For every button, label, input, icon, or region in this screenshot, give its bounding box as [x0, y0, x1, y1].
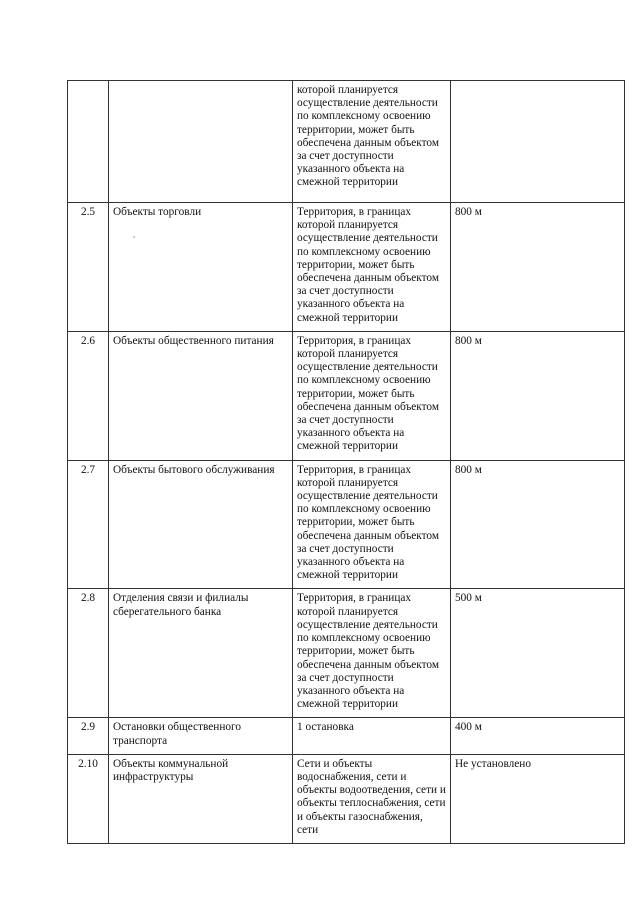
table-row: [68, 331, 625, 460]
territory-description: Территория, в границах которой планируется осуществление деятельности по комплексному освоению территории, может быть обеспечена данным объектом за счет доступности указанного объекта на смежной территории: [293, 460, 451, 589]
object-name: Объекты коммунальной инфраструктуры: [109, 754, 293, 843]
table-row: [68, 589, 625, 718]
table-row: [68, 203, 625, 332]
row-number: 2.8: [68, 589, 109, 718]
row-number: 2.7: [68, 460, 109, 589]
accessibility-value: [451, 81, 625, 203]
accessibility-value: 500 м: [451, 589, 625, 718]
scan-speck: [133, 236, 135, 238]
requirements-table: [67, 80, 625, 844]
territory-description: Сети и объекты водоснабжения, сети и объекты водоотведения, сети и объекты теплоснабжения, сети и объекты газоснабжения, сети: [293, 754, 451, 843]
territory-description: Территория, в границах которой планируется осуществление деятельности по комплексному освоению территории, может быть обеспечена данным объектом за счет доступности указанного объекта на смежной территории: [293, 589, 451, 718]
territory-description: 1 остановка: [293, 718, 451, 754]
object-name: [109, 81, 293, 203]
table-row: [68, 81, 625, 203]
row-number: 2.9: [68, 718, 109, 754]
table-row: [68, 754, 625, 843]
object-name: Остановки общественного транспорта: [109, 718, 293, 754]
object-name: Отделения связи и филиалы сберегательного банка: [109, 589, 293, 718]
row-number: 2.10: [68, 754, 109, 843]
table-row: [68, 460, 625, 589]
territory-description: которой планируется осуществление деятельности по комплексному освоению территории, может быть обеспечена данным объектом за счет доступности указанного объекта на смежной территории: [293, 81, 451, 203]
object-name: Объекты торговли: [109, 203, 293, 332]
territory-description: Территория, в границах которой планируется осуществление деятельности по комплексному освоению территории, может быть обеспечена данным объектом за счет доступности указанного объекта на смежной территории: [293, 331, 451, 460]
object-name: Объекты бытового обслуживания: [109, 460, 293, 589]
row-number: 2.5: [68, 203, 109, 332]
accessibility-value: 800 м: [451, 460, 625, 589]
row-number: [68, 81, 109, 203]
table-row: [68, 718, 625, 754]
accessibility-value: 800 м: [451, 331, 625, 460]
object-name: Объекты общественного питания: [109, 331, 293, 460]
accessibility-value: Не установлено: [451, 754, 625, 843]
row-number: 2.6: [68, 331, 109, 460]
accessibility-value: 400 м: [451, 718, 625, 754]
accessibility-value: 800 м: [451, 203, 625, 332]
territory-description: Территория, в границах которой планируется осуществление деятельности по комплексному освоению территории, может быть обеспечена данным объектом за счет доступности указанного объекта на смежной территории: [293, 203, 451, 332]
